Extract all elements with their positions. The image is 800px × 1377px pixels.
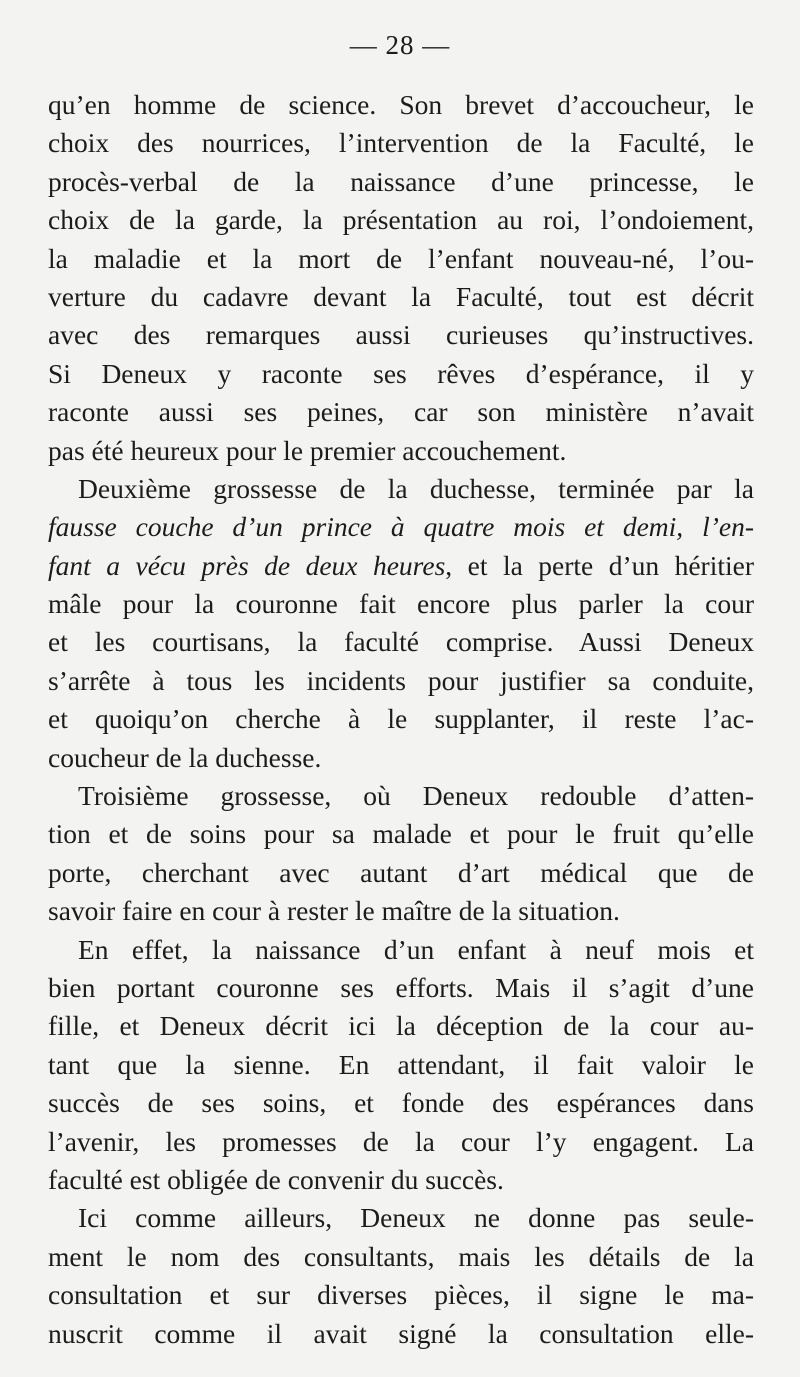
text-line: succès de ses soins, et fonde des espérances dans <box>48 1087 754 1119</box>
text-line: tant que la sienne. En attendant, il fait valoir le <box>48 1048 754 1080</box>
text-line: coucheur de la duchesse. <box>48 741 322 773</box>
text-line: raconte aussi ses peines, car son ministère n’avait <box>48 396 754 428</box>
body-text <box>48 86 754 1353</box>
text-line: choix des nourrices, l’intervention de la Faculté, le <box>48 127 754 159</box>
text-line: choix de la garde, la présentation au roi, l’ondoiement, <box>48 204 754 236</box>
text-line: ment le nom des consultants, mais les détails de la <box>48 1240 754 1272</box>
text-line: l’avenir, les promesses de la cour l’y engagent. La <box>48 1125 754 1157</box>
text-line: bien portant couronne ses efforts. Mais il s’agit d’une <box>48 971 754 1003</box>
text-line: tion et de soins pour sa malade et pour le fruit qu’elle <box>48 818 754 850</box>
text-line: consultation et sur diverses pièces, il signe le ma- <box>48 1279 754 1311</box>
text-line: mâle pour la couronne fait encore plus parler la cour <box>48 588 754 620</box>
text-line: Si Deneux y raconte ses rêves d’espérance, il y <box>48 357 754 389</box>
text-line: qu’en homme de science. Son brevet d’accoucheur, le <box>48 89 754 120</box>
text-line: Deuxième grossesse de la duchesse, terminée par la <box>78 472 754 504</box>
text-line: savoir faire en cour à rester le maître de la situation. <box>48 895 620 927</box>
page-number: — 28 — <box>349 30 451 60</box>
text-line: s’arrête à tous les incidents pour justifier sa conduite, <box>48 664 754 696</box>
text-line: verture du cadavre devant la Faculté, tout est décrit <box>48 280 754 312</box>
text-line: Ici comme ailleurs, Deneux ne donne pas seule- <box>78 1202 754 1234</box>
text-line <box>48 508 754 546</box>
text-line: procès-verbal de la naissance d’une princesse, le <box>48 165 754 197</box>
text-line: Troisième grossesse, où Deneux redouble d’atten- <box>78 780 754 812</box>
text-line: nuscrit comme il avait signé la consultation elle- <box>48 1317 754 1349</box>
text-line: porte, cherchant avec autant d’art médical que de <box>48 856 754 888</box>
italic-segment: fant a vécu près de deux heures <box>48 549 446 581</box>
text-line <box>48 547 754 585</box>
text-line: et les courtisans, la faculté comprise. Aussi Deneux <box>48 626 754 658</box>
text-line: En effet, la naissance d’un enfant à neuf mois et <box>78 933 754 965</box>
text-line: la maladie et la mort de l’enfant nouveau-né, l’ou- <box>48 242 754 274</box>
italic-segment: fausse couche d’un prince à quatre mois et demi, l’en- <box>48 511 754 543</box>
text-line: pas été heureux pour le premier accouchement. <box>48 434 567 466</box>
text-line: avec des remarques aussi curieuses qu’instructives. <box>48 319 754 351</box>
text-segment: , et la perte d’un héritier <box>445 549 754 581</box>
text-line: faculté est obligée de convenir du succès. <box>48 1163 504 1195</box>
text-line: et quoiqu’on cherche à le supplanter, il reste l’ac- <box>48 703 754 735</box>
text-line: fille, et Deneux décrit ici la déception de la cour au- <box>48 1010 754 1042</box>
